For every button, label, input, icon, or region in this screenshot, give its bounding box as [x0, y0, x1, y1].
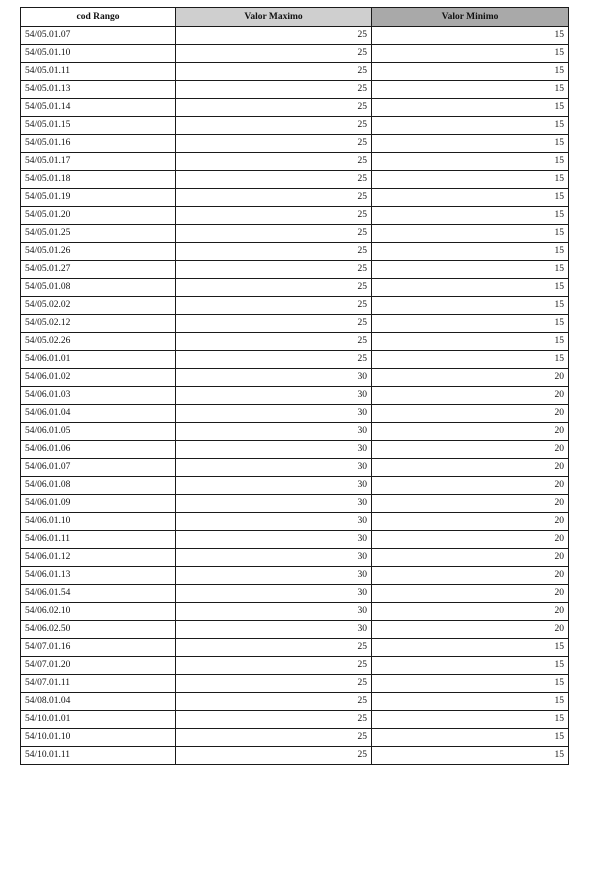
table-row — [21, 729, 569, 747]
cell-valor-minimo: 15 — [372, 171, 569, 189]
cell-cod-rango: 54/05.01.27 — [21, 261, 176, 279]
table-row — [21, 603, 569, 621]
table-row — [21, 81, 569, 99]
cell-cod-rango: 54/08.01.04 — [21, 693, 176, 711]
table-row — [21, 99, 569, 117]
cell-valor-maximo: 30 — [176, 495, 372, 513]
cell-cod-rango: 54/06.01.04 — [21, 405, 176, 423]
cell-valor-minimo: 15 — [372, 639, 569, 657]
table-row — [21, 333, 569, 351]
cell-valor-maximo: 30 — [176, 585, 372, 603]
table-row — [21, 675, 569, 693]
cell-valor-minimo: 15 — [372, 675, 569, 693]
cell-valor-minimo: 20 — [372, 621, 569, 639]
cell-valor-maximo: 25 — [176, 747, 372, 765]
cell-valor-minimo: 20 — [372, 441, 569, 459]
cell-valor-maximo: 25 — [176, 117, 372, 135]
cell-cod-rango: 54/06.01.05 — [21, 423, 176, 441]
cell-valor-minimo: 15 — [372, 351, 569, 369]
table-row — [21, 495, 569, 513]
cell-valor-minimo: 15 — [372, 693, 569, 711]
table-row — [21, 27, 569, 45]
table-row — [21, 153, 569, 171]
table-header-row — [21, 8, 569, 27]
table-row — [21, 531, 569, 549]
cell-cod-rango: 54/10.01.01 — [21, 711, 176, 729]
cell-cod-rango: 54/05.01.14 — [21, 99, 176, 117]
cell-valor-minimo: 15 — [372, 63, 569, 81]
cell-cod-rango: 54/05.01.19 — [21, 189, 176, 207]
cell-cod-rango: 54/06.01.09 — [21, 495, 176, 513]
cell-valor-maximo: 25 — [176, 189, 372, 207]
cell-cod-rango: 54/05.01.25 — [21, 225, 176, 243]
cell-valor-minimo: 15 — [372, 27, 569, 45]
table-row — [21, 387, 569, 405]
cell-valor-maximo: 30 — [176, 369, 372, 387]
cell-valor-maximo: 30 — [176, 531, 372, 549]
cell-valor-maximo: 30 — [176, 549, 372, 567]
cell-valor-maximo: 30 — [176, 387, 372, 405]
table-row — [21, 315, 569, 333]
cell-valor-maximo: 25 — [176, 27, 372, 45]
cell-valor-minimo: 15 — [372, 153, 569, 171]
cell-cod-rango: 54/05.01.07 — [21, 27, 176, 45]
cell-valor-maximo: 25 — [176, 675, 372, 693]
cell-valor-minimo: 20 — [372, 387, 569, 405]
cell-cod-rango: 54/05.01.18 — [21, 171, 176, 189]
cell-valor-minimo: 15 — [372, 315, 569, 333]
cell-cod-rango: 54/05.01.15 — [21, 117, 176, 135]
cell-cod-rango: 54/06.01.02 — [21, 369, 176, 387]
table-row — [21, 549, 569, 567]
cell-valor-minimo: 20 — [372, 513, 569, 531]
cell-valor-maximo: 25 — [176, 207, 372, 225]
table-row — [21, 693, 569, 711]
cell-valor-maximo: 30 — [176, 441, 372, 459]
column-header-code: cod Rango — [21, 8, 176, 27]
cell-valor-maximo: 25 — [176, 261, 372, 279]
cell-valor-minimo: 20 — [372, 405, 569, 423]
cell-cod-rango: 54/10.01.11 — [21, 747, 176, 765]
cell-valor-maximo: 30 — [176, 567, 372, 585]
cell-valor-maximo: 30 — [176, 405, 372, 423]
column-header-max-value: Valor Maximo — [176, 8, 372, 27]
cell-valor-minimo: 20 — [372, 477, 569, 495]
table-row — [21, 207, 569, 225]
cell-valor-minimo: 15 — [372, 117, 569, 135]
table-row — [21, 351, 569, 369]
cell-valor-minimo: 20 — [372, 369, 569, 387]
cell-cod-rango: 54/05.01.16 — [21, 135, 176, 153]
cell-valor-maximo: 25 — [176, 279, 372, 297]
table-row — [21, 171, 569, 189]
cell-cod-rango: 54/05.02.26 — [21, 333, 176, 351]
cell-cod-rango: 54/05.02.02 — [21, 297, 176, 315]
cell-valor-minimo: 20 — [372, 603, 569, 621]
cell-cod-rango: 54/05.01.10 — [21, 45, 176, 63]
cell-cod-rango: 54/06.01.13 — [21, 567, 176, 585]
table-row — [21, 747, 569, 765]
cell-valor-maximo: 25 — [176, 81, 372, 99]
cell-valor-maximo: 25 — [176, 315, 372, 333]
cell-valor-maximo: 30 — [176, 423, 372, 441]
cell-valor-maximo: 25 — [176, 99, 372, 117]
cell-valor-minimo: 15 — [372, 81, 569, 99]
table-row — [21, 477, 569, 495]
table-row — [21, 441, 569, 459]
cell-valor-minimo: 20 — [372, 549, 569, 567]
cell-valor-minimo: 15 — [372, 279, 569, 297]
cell-valor-maximo: 25 — [176, 63, 372, 81]
cell-valor-minimo: 15 — [372, 207, 569, 225]
cell-cod-rango: 54/06.01.11 — [21, 531, 176, 549]
cell-cod-rango: 54/06.01.10 — [21, 513, 176, 531]
cell-valor-maximo: 30 — [176, 513, 372, 531]
range-values-table — [20, 7, 569, 765]
cell-valor-minimo: 15 — [372, 711, 569, 729]
cell-cod-rango: 54/06.01.06 — [21, 441, 176, 459]
cell-cod-rango: 54/05.01.20 — [21, 207, 176, 225]
table-row — [21, 63, 569, 81]
cell-valor-maximo: 25 — [176, 657, 372, 675]
cell-cod-rango: 54/10.01.10 — [21, 729, 176, 747]
cell-cod-rango: 54/07.01.16 — [21, 639, 176, 657]
cell-cod-rango: 54/06.01.03 — [21, 387, 176, 405]
table-row — [21, 189, 569, 207]
cell-valor-minimo: 15 — [372, 747, 569, 765]
cell-valor-maximo: 25 — [176, 171, 372, 189]
table-row — [21, 711, 569, 729]
cell-valor-minimo: 15 — [372, 261, 569, 279]
table-row — [21, 261, 569, 279]
cell-valor-minimo: 20 — [372, 423, 569, 441]
cell-cod-rango: 54/05.01.17 — [21, 153, 176, 171]
column-header-min-value: Valor Minimo — [372, 8, 569, 27]
cell-valor-minimo: 15 — [372, 45, 569, 63]
table-row — [21, 639, 569, 657]
cell-valor-minimo: 15 — [372, 189, 569, 207]
cell-cod-rango: 54/06.01.01 — [21, 351, 176, 369]
cell-valor-minimo: 15 — [372, 243, 569, 261]
cell-valor-minimo: 15 — [372, 99, 569, 117]
cell-cod-rango: 54/07.01.20 — [21, 657, 176, 675]
cell-valor-maximo: 25 — [176, 45, 372, 63]
cell-valor-maximo: 25 — [176, 639, 372, 657]
table-row — [21, 135, 569, 153]
table-row — [21, 567, 569, 585]
cell-valor-maximo: 25 — [176, 225, 372, 243]
table-row — [21, 459, 569, 477]
table-row — [21, 45, 569, 63]
table-row — [21, 243, 569, 261]
cell-cod-rango: 54/06.02.10 — [21, 603, 176, 621]
table-row — [21, 621, 569, 639]
cell-cod-rango: 54/05.02.12 — [21, 315, 176, 333]
table-body — [21, 27, 569, 765]
cell-valor-minimo: 20 — [372, 567, 569, 585]
cell-valor-maximo: 30 — [176, 621, 372, 639]
cell-cod-rango: 54/06.01.08 — [21, 477, 176, 495]
cell-valor-minimo: 15 — [372, 225, 569, 243]
cell-valor-maximo: 25 — [176, 711, 372, 729]
cell-valor-minimo: 15 — [372, 135, 569, 153]
cell-valor-maximo: 25 — [176, 333, 372, 351]
cell-valor-maximo: 25 — [176, 297, 372, 315]
cell-cod-rango: 54/05.01.13 — [21, 81, 176, 99]
table-row — [21, 369, 569, 387]
cell-cod-rango: 54/06.01.54 — [21, 585, 176, 603]
cell-valor-maximo: 30 — [176, 459, 372, 477]
cell-cod-rango: 54/05.01.26 — [21, 243, 176, 261]
cell-valor-maximo: 25 — [176, 135, 372, 153]
cell-valor-minimo: 20 — [372, 495, 569, 513]
cell-cod-rango: 54/06.02.50 — [21, 621, 176, 639]
cell-valor-maximo: 25 — [176, 693, 372, 711]
cell-valor-maximo: 25 — [176, 351, 372, 369]
cell-cod-rango: 54/06.01.12 — [21, 549, 176, 567]
cell-valor-maximo: 30 — [176, 477, 372, 495]
cell-valor-maximo: 25 — [176, 729, 372, 747]
cell-valor-minimo: 15 — [372, 657, 569, 675]
cell-valor-minimo: 20 — [372, 459, 569, 477]
cell-cod-rango: 54/05.01.11 — [21, 63, 176, 81]
table-row — [21, 513, 569, 531]
cell-valor-maximo: 30 — [176, 603, 372, 621]
cell-valor-minimo: 20 — [372, 531, 569, 549]
table-row — [21, 279, 569, 297]
table-row — [21, 225, 569, 243]
table-row — [21, 423, 569, 441]
cell-cod-rango: 54/06.01.07 — [21, 459, 176, 477]
cell-valor-minimo: 15 — [372, 333, 569, 351]
cell-valor-maximo: 25 — [176, 153, 372, 171]
cell-valor-minimo: 20 — [372, 585, 569, 603]
table-row — [21, 585, 569, 603]
table-row — [21, 405, 569, 423]
table-row — [21, 657, 569, 675]
cell-cod-rango: 54/05.01.08 — [21, 279, 176, 297]
cell-cod-rango: 54/07.01.11 — [21, 675, 176, 693]
cell-valor-minimo: 15 — [372, 297, 569, 315]
cell-valor-maximo: 25 — [176, 243, 372, 261]
table-row — [21, 297, 569, 315]
cell-valor-minimo: 15 — [372, 729, 569, 747]
table-row — [21, 117, 569, 135]
